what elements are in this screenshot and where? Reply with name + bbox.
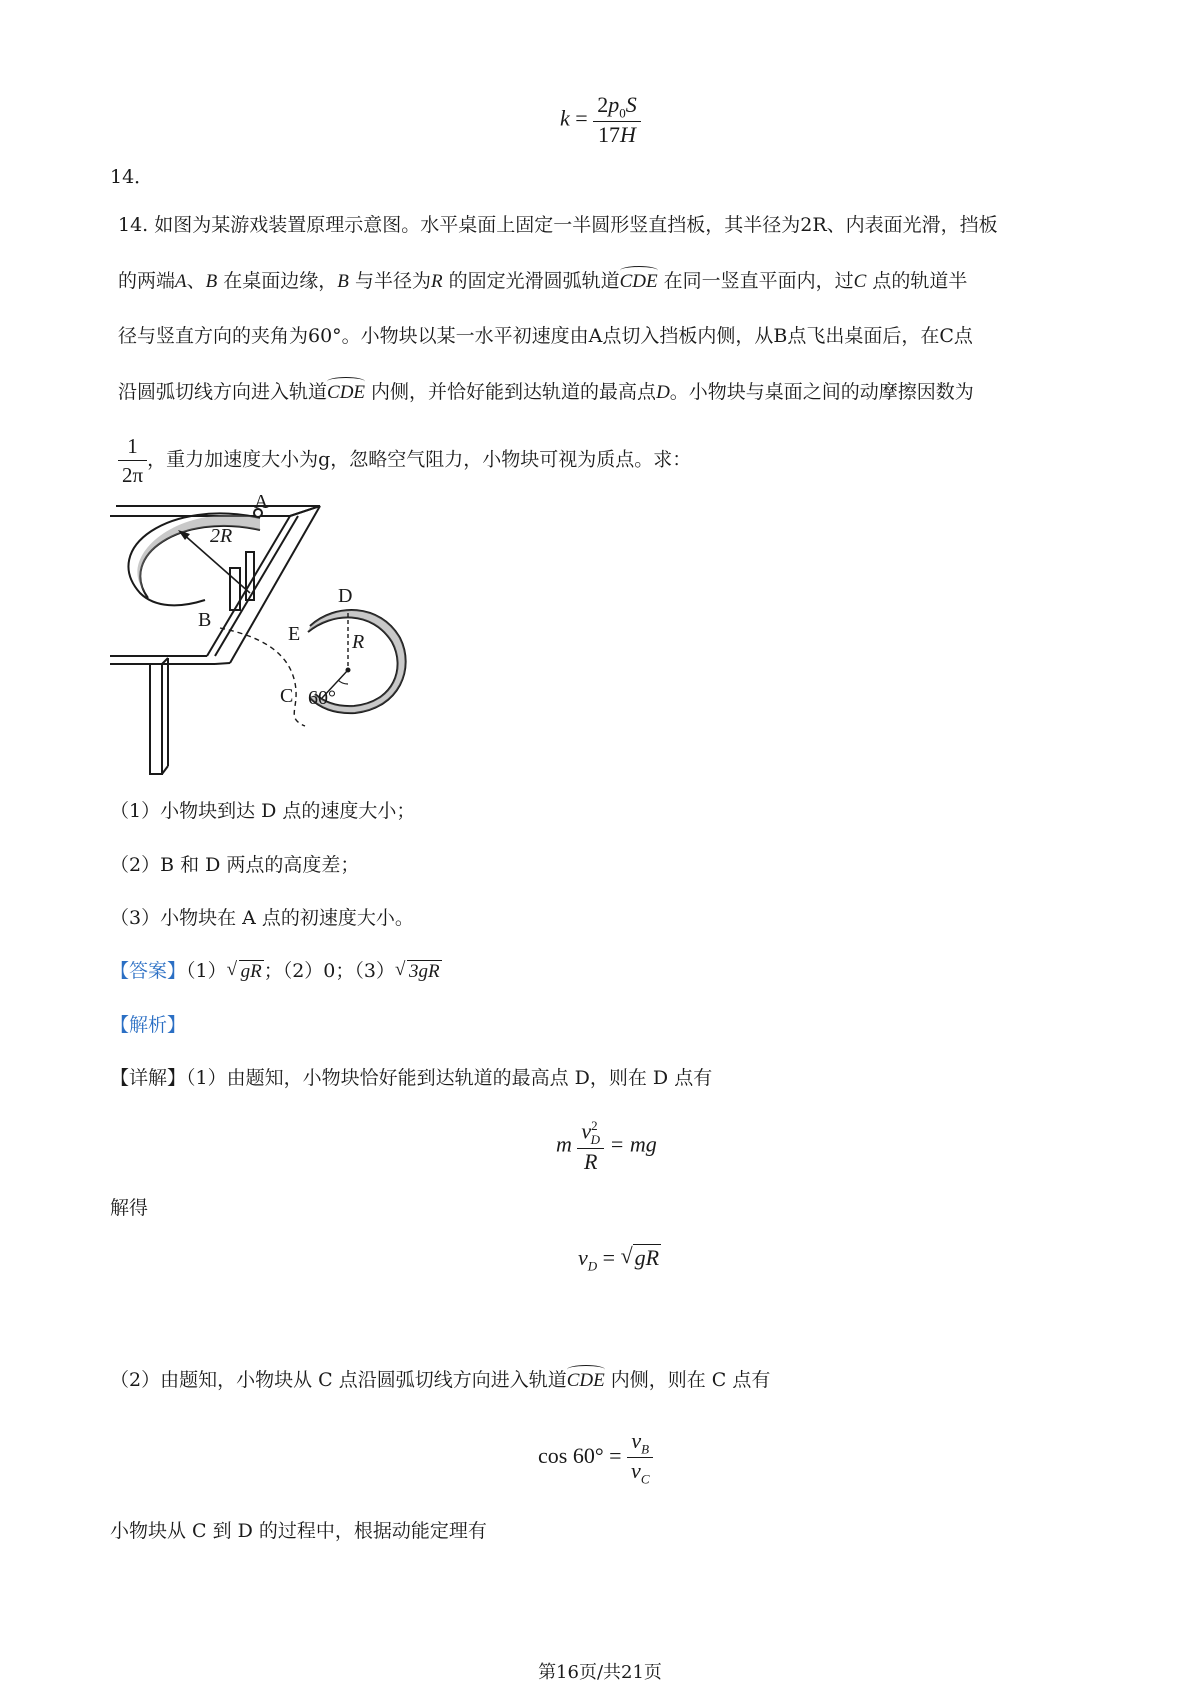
label-60: 60° <box>308 687 336 709</box>
equation-2: $v_D$ = √ gR <box>578 1243 660 1274</box>
detail-line-2: （2）由题知，小物块从 C 点沿圆弧切线方向进入轨道CDE 内侧，则在 C 点有 <box>110 1367 770 1394</box>
label-e: E <box>288 623 301 645</box>
page-footer: 第16页/共21页 <box>538 1662 662 1683</box>
mu-fraction: $\frac{1}{2\pi}$ <box>118 432 147 489</box>
label-d: D <box>338 585 353 607</box>
top-formula: k = $\frac{2p_0S}{17H}$ <box>560 92 641 148</box>
arc-cde: CDE <box>327 380 365 406</box>
arc-cde: CDE <box>620 269 658 295</box>
problem-line-2: 的两端A、B 在桌面边缘，B 与半径为R 的固定光滑圆弧轨道CDE 在同一竖直平面内，过C 点的轨道半 <box>118 268 967 295</box>
problem-line-1: 14. 如图为某游戏装置原理示意图。水平桌面上固定一半圆形竖直挡板，其半径为2R、内表面光滑，挡板 <box>118 214 998 236</box>
label-2r: 2R <box>210 525 233 547</box>
problem-line-3: 径与竖直方向的夹角为60°。小物块以某一水平初速度由A点切入挡板内侧，从B点飞出桌面后，在C点 <box>118 325 973 347</box>
label-c: C <box>280 685 294 707</box>
game-device-diagram <box>110 491 460 788</box>
formula-k: k <box>560 105 570 131</box>
problem-line-5: $\frac{1}{2\pi}$ ，重力加速度大小为g，忽略空气阻力，小物块可视为质点。求： <box>118 432 691 489</box>
detail-tag: 【详解】 <box>110 1067 187 1089</box>
subquestion-2: （2）B 和 D 两点的高度差； <box>110 854 360 876</box>
question-number: 14． <box>110 166 154 188</box>
answer-tag: 【答案】 <box>110 960 187 982</box>
subquestion-1: （1）小物块到达 D 点的速度大小； <box>110 800 416 822</box>
equation-3: cos 60° = $\frac{v_B}{v_C}$ <box>538 1428 653 1488</box>
solve-label: 解得 <box>110 1197 149 1219</box>
arc-cde: CDE <box>567 1368 605 1394</box>
label-a: A <box>254 491 269 513</box>
answer-line: 【答案】（1） √ gR ；（2）0；（3） √ 3gR <box>110 959 440 982</box>
label-b: B <box>198 609 212 631</box>
detail-line-3: 小物块从 C 到 D 的过程中，根据动能定理有 <box>110 1520 487 1542</box>
detail-line-1: 【详解】（1）由题知，小物块恰好能到达轨道的最高点 D，则在 D 点有 <box>110 1067 713 1089</box>
subquestion-3: （3）小物块在 A 点的初速度大小。 <box>110 907 414 929</box>
problem-line-4: 沿圆弧切线方向进入轨道CDE 内侧，并恰好能到达轨道的最高点D。小物块与桌面之间的动摩擦因数为 <box>118 379 974 406</box>
label-r: R <box>352 631 365 653</box>
equation-1: m $\frac{v^2_D}{R}$ = mg <box>556 1118 657 1174</box>
analysis-tag: 【解析】 <box>110 1014 187 1036</box>
